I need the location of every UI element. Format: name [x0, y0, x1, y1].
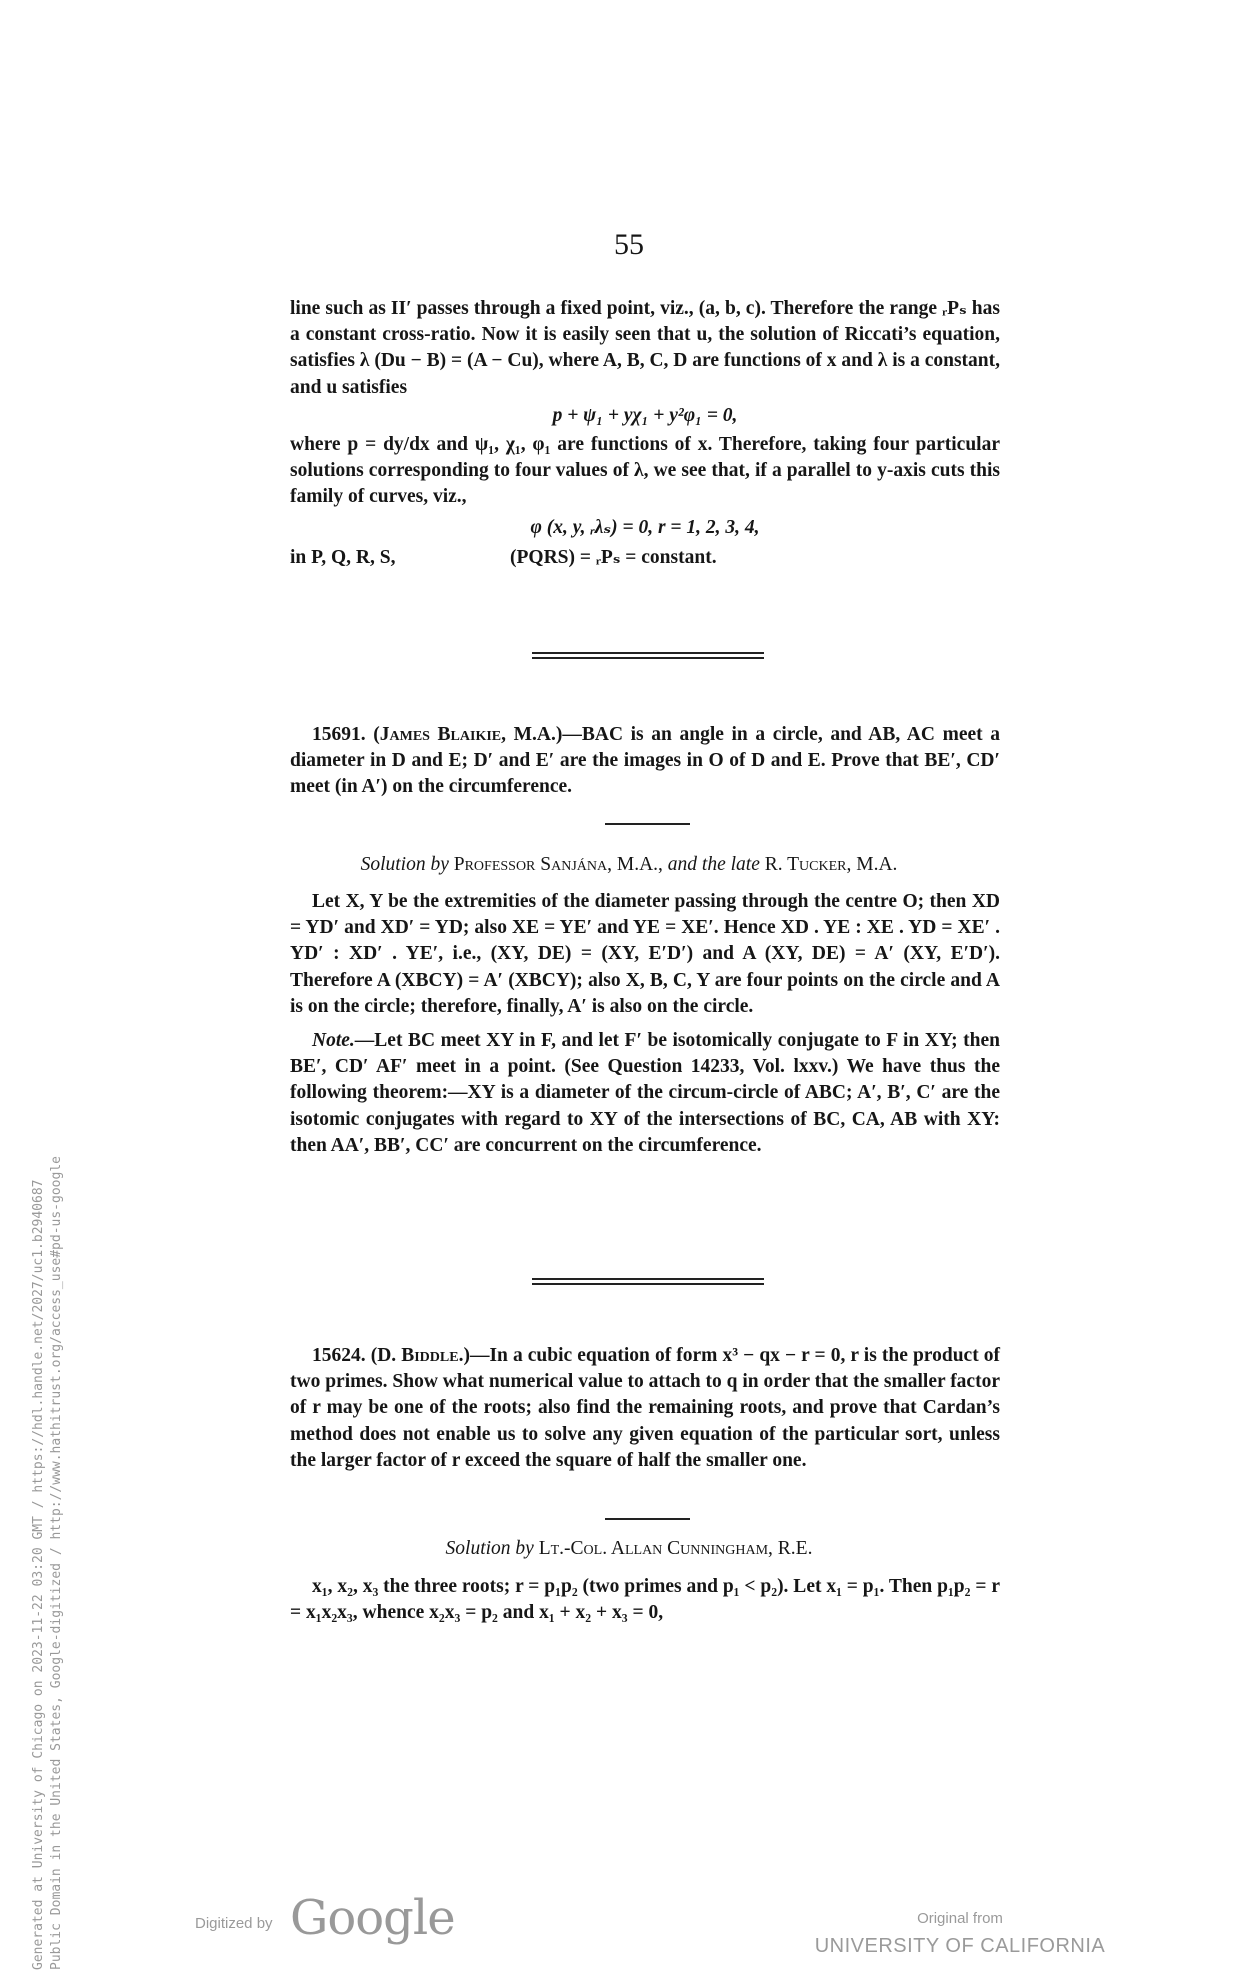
solution-heading: Solution by Professor Sanjána, M.A., and the late R. Tucker, M.A. [360, 854, 898, 875]
page-number: 55 [614, 228, 644, 261]
equation-cross-ratio-right: (PQRS) = ᵣPₛ = constant. [510, 546, 717, 568]
equation-cross-ratio [290, 545, 1000, 571]
note-text: —Let BC meet XY in F, and let F′ be isotomically conjugate to F in XY; then BE′, CD′ AF′ meet in a point. (See Question 14233, Vol. lxxv.) We have thus the following theorem:—XY is a diameter of the circum-circle of ABC; A′, B′, C′ are the isotomic conjugates with regard to XY of the intersections of BC, CA, AB with XY: then AA′, BB′, CC′ are concurrent on the circumference. [290, 1030, 1000, 1156]
question-number: 15691. [312, 724, 366, 745]
question-text: —BAC is an angle in a circle, and AB, AC meet a diameter in D and E; D′ and E′ are the images in O of D and E. Prove that BE′, CD′ meet (in A′) on the circumference. [290, 724, 1000, 798]
solution-heading: Solution by Lt.-Col. Allan Cunningham, R.E. [445, 1538, 813, 1559]
equation-family: φ (x, y, ᵣλₛ) = 0, r = 1, 2, 3, 4, [530, 516, 760, 538]
question-divider [605, 823, 690, 825]
solution-15691 [290, 889, 1000, 1159]
question-text: —In a cubic equation of form x³ − qx − r = 0, r is the product of two primes. Show what numerical value to attach to q in order that the smaller factor of r may be one of the roots; also find the remaining roots, and prove that Cardan’s method does not enable us to solve any given equation of the particular sort, unless the larger factor of r exceed the square of half the smaller one. [290, 1345, 1001, 1471]
question-number: 15624. [312, 1345, 366, 1366]
question-author: (James Blaikie, M.A.) [373, 724, 563, 745]
continuation-paragraph: line such as II′ passes through a fixed point, viz., (a, b, c). Therefore the range ᵣPₛ has a constant cross-ratio. Now it is easily seen that u, the solution of Riccati’s equation, satisfies λ (Du − B) = (A − Cu), where A, B, C, D are functions of x and λ is a constant, and u satisfies [290, 298, 1000, 398]
original-from-label: Original from [917, 1910, 1003, 1927]
equation-riccati: p + ψ₁ + yχ₁ + y²φ₁ = 0, [552, 404, 738, 426]
continuation-block [290, 296, 1000, 571]
question-15624 [290, 1343, 1000, 1474]
section-divider-2 [532, 1278, 764, 1285]
note-label: Note. [312, 1030, 355, 1052]
note-paragraph [290, 1028, 1000, 1159]
google-logo: Google [290, 1890, 455, 1946]
digitized-by-label: Digitized by [195, 1915, 273, 1932]
continuation-paragraph-2: where p = dy/dx and ψ₁, χ₁, φ₁ are functions of x. Therefore, taking four particular solutions corresponding to four values of λ, we see that, if a parallel to y-axis cuts this family of curves, viz., [290, 434, 1000, 508]
equation-cross-ratio-left: in P, Q, R, S, [290, 546, 396, 568]
solution-paragraph: x₁, x₂, x₃ the three roots; r = p₁p₂ (two primes and p₁ < p₂). Let x₁ = p₁. Then p₁p₂ = r = x₁x₂x₃, whence x₂x₃ = p₂ and x₁ + x₂ + x₃ = 0, [290, 1576, 1001, 1624]
solution-paragraph: Let X, Y be the extremities of the diameter passing through the centre O; then XD = YD′ and XD′ = YD; also XE = YE′ and YE = XE′. Hence XD . YE : XE . YD = XE′ . YD′ : XD′ . YE′, i.e., (XY, DE) = (XY, E′D′) and A (XY, DE) = A′ (XY, E′D′). Therefore A (XBCY) = A′ (XBCY); also X, B, C, Y are four points on the circle and A is on the circle; therefore, finally, A′ is also on the circle. [290, 891, 1000, 1017]
solution-15624 [290, 1574, 1000, 1626]
section-divider [532, 652, 764, 659]
question-divider [605, 1518, 690, 1520]
side-watermark: Generated at University of Chicago on 2023-11-22 03:20 GMT / https://hdl.handle.net/2027/uc1.b2940687 Public Domain in the United States, Google-digitized / http://www.hathitrust.org/access_use#pd-us-google [31, 1156, 64, 1970]
question-author: (D. Biddle.) [370, 1345, 470, 1366]
university-label: UNIVERSITY OF CALIFORNIA [814, 1935, 1106, 1957]
question-15691 [290, 722, 1000, 801]
